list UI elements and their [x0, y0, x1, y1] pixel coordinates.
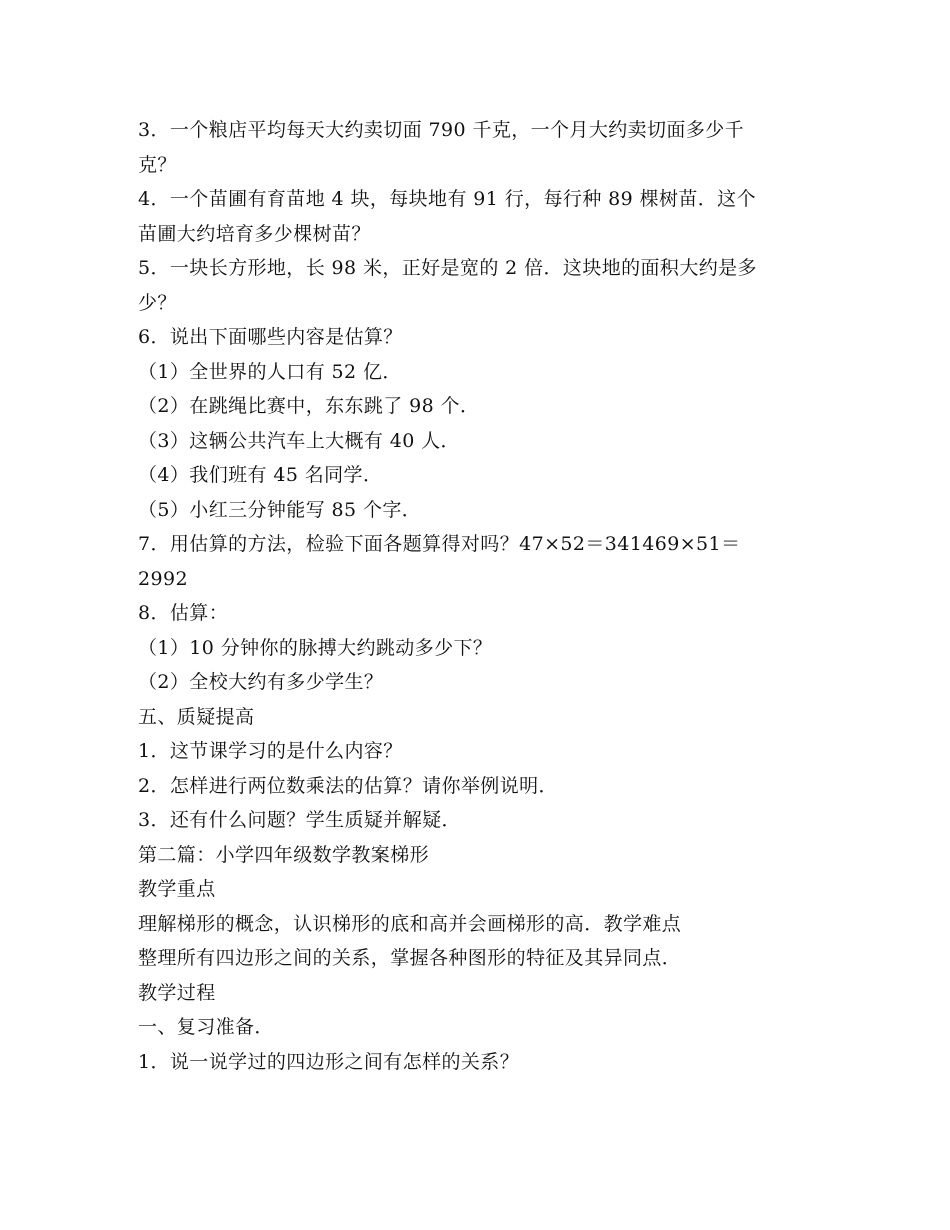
- text-line: 2992: [138, 567, 188, 590]
- text-line: （4）我们班有 45 名同学．: [138, 464, 383, 486]
- section-heading: 一、复习准备．: [138, 1016, 274, 1038]
- text-line: 3．还有什么问题？学生质疑并解疑．: [138, 809, 461, 831]
- text-line: （2）在跳绳比赛中，东东跳了 98 个．: [138, 395, 480, 417]
- text-line: （1）全世界的人口有 52 亿．: [138, 360, 402, 383]
- section-heading: 教学过程: [138, 981, 216, 1004]
- text-line: （2）全校大约有多少学生？: [138, 671, 384, 693]
- section-heading: 教学重点: [138, 878, 216, 900]
- text-line: 理解梯形的概念，认识梯形的底和高并会画梯形的高．教学难点: [138, 912, 682, 935]
- text-line: 8．估算：: [138, 602, 229, 624]
- text-line: （3）这辆公共汽车上大概有 40 人．: [138, 429, 460, 452]
- text-line: 克？: [138, 153, 177, 176]
- text-line: 6．说出下面哪些内容是估算？: [138, 326, 403, 348]
- text-line: 5．一块长方形地，长 98 米，正好是宽的 2 倍．这块地的面积大约是多: [138, 257, 757, 279]
- text-line: （1）10 分钟你的脉搏大约跳动多少下？: [138, 636, 493, 659]
- text-line: 4．一个苗圃有育苗地 4 块，每块地有 91 行，每行种 89 棵树苗．这个: [138, 188, 756, 210]
- text-line: 1．这节课学习的是什么内容？: [138, 740, 403, 762]
- text-line: 2．怎样进行两位数乘法的估算？请你举例说明．: [138, 774, 558, 797]
- text-line: （5）小红三分钟能写 85 个字．: [138, 498, 422, 521]
- section-heading: 五、质疑提高: [138, 705, 255, 728]
- document-body: [138, 113, 818, 1079]
- text-line: 3．一个粮店平均每天大约卖切面 790 千克，一个月大约卖切面多少千: [138, 119, 745, 141]
- text-line: 1．说一说学过的四边形之间有怎样的关系？: [138, 1050, 520, 1073]
- text-line: 少？: [138, 291, 177, 314]
- text-line: 整理所有四边形之间的关系，掌握各种图形的特征及其异同点．: [138, 947, 682, 969]
- text-line: 苗圃大约培育多少棵树苗？: [138, 222, 371, 245]
- chapter-heading: 第二篇：小学四年级数学教案梯形: [138, 843, 430, 866]
- text-line: 7．用估算的方法，检验下面各题算得对吗？47×52＝341469×51＝: [138, 533, 741, 555]
